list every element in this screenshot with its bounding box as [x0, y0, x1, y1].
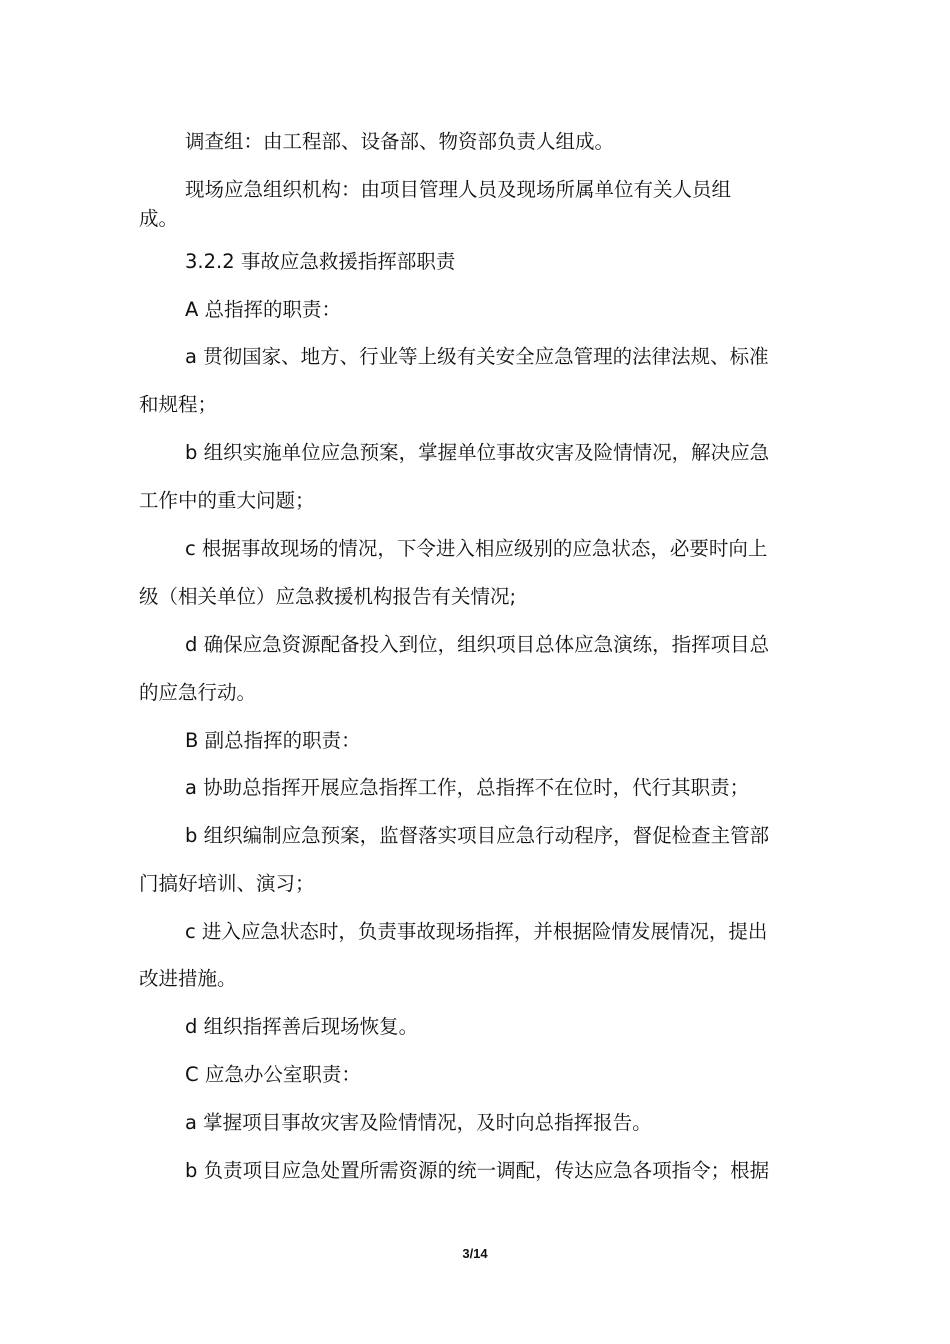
section-heading-3-2-2: 3.2.2 事故应急救援指挥部职责 — [185, 250, 456, 273]
list-item-d: d 确保应急资源配备投入到位，组织项目总体应急演练，指挥项目总 — [185, 633, 770, 656]
list-item-a: a 掌握项目事故灾害及险情情况，及时向总指挥报告。 — [185, 1111, 652, 1134]
list-item-b: b 组织编制应急预案，监督落实项目应急行动程序，督促检查主管部 — [185, 824, 770, 847]
list-item-continuation: 改进措施。 — [139, 967, 237, 990]
list-item-b: b 负责项目应急处置所需资源的统一调配，传达应急各项指令；根据 — [185, 1159, 770, 1182]
paragraph-investigation-group: 调查组：由工程部、设备部、物资部负责人组成。 — [185, 130, 615, 153]
subheading-b-deputy-commander: B 副总指挥的职责： — [185, 729, 361, 752]
subheading-c-emergency-office: C 应急办公室职责： — [185, 1063, 361, 1086]
list-item-c: c 根据事故现场的情况，下令进入相应级别的应急状态，必要时向上 — [185, 537, 768, 560]
list-item-continuation: 门搞好培训、演习； — [139, 872, 315, 895]
list-item-continuation: 的应急行动。 — [139, 681, 257, 704]
list-item-a: a 协助总指挥开展应急指挥工作，总指挥不在位时，代行其职责； — [185, 776, 750, 799]
list-item-continuation: 和规程； — [139, 393, 218, 416]
list-item-d: d 组织指挥善后现场恢复。 — [185, 1015, 419, 1038]
paragraph-continuation: 成。 — [139, 207, 179, 230]
list-item-a: a 贯彻国家、地方、行业等上级有关安全应急管理的法律法规、标准 — [185, 345, 769, 368]
list-item-b: b 组织实施单位应急预案，掌握单位事故灾害及险情情况，解决应急 — [185, 441, 770, 464]
paragraph-onsite-organization: 现场应急组织机构：由项目管理人员及现场所属单位有关人员组 — [185, 178, 732, 201]
page-number: 3/14 — [462, 1246, 488, 1261]
list-item-continuation: 级（相关单位）应急救援机构报告有关情况; — [139, 585, 517, 608]
list-item-c: c 进入应急状态时，负责事故现场指挥，并根据险情发展情况，提出 — [185, 920, 768, 943]
list-item-continuation: 工作中的重大问题； — [139, 489, 315, 512]
subheading-a-commander: A 总指挥的职责： — [185, 298, 342, 321]
